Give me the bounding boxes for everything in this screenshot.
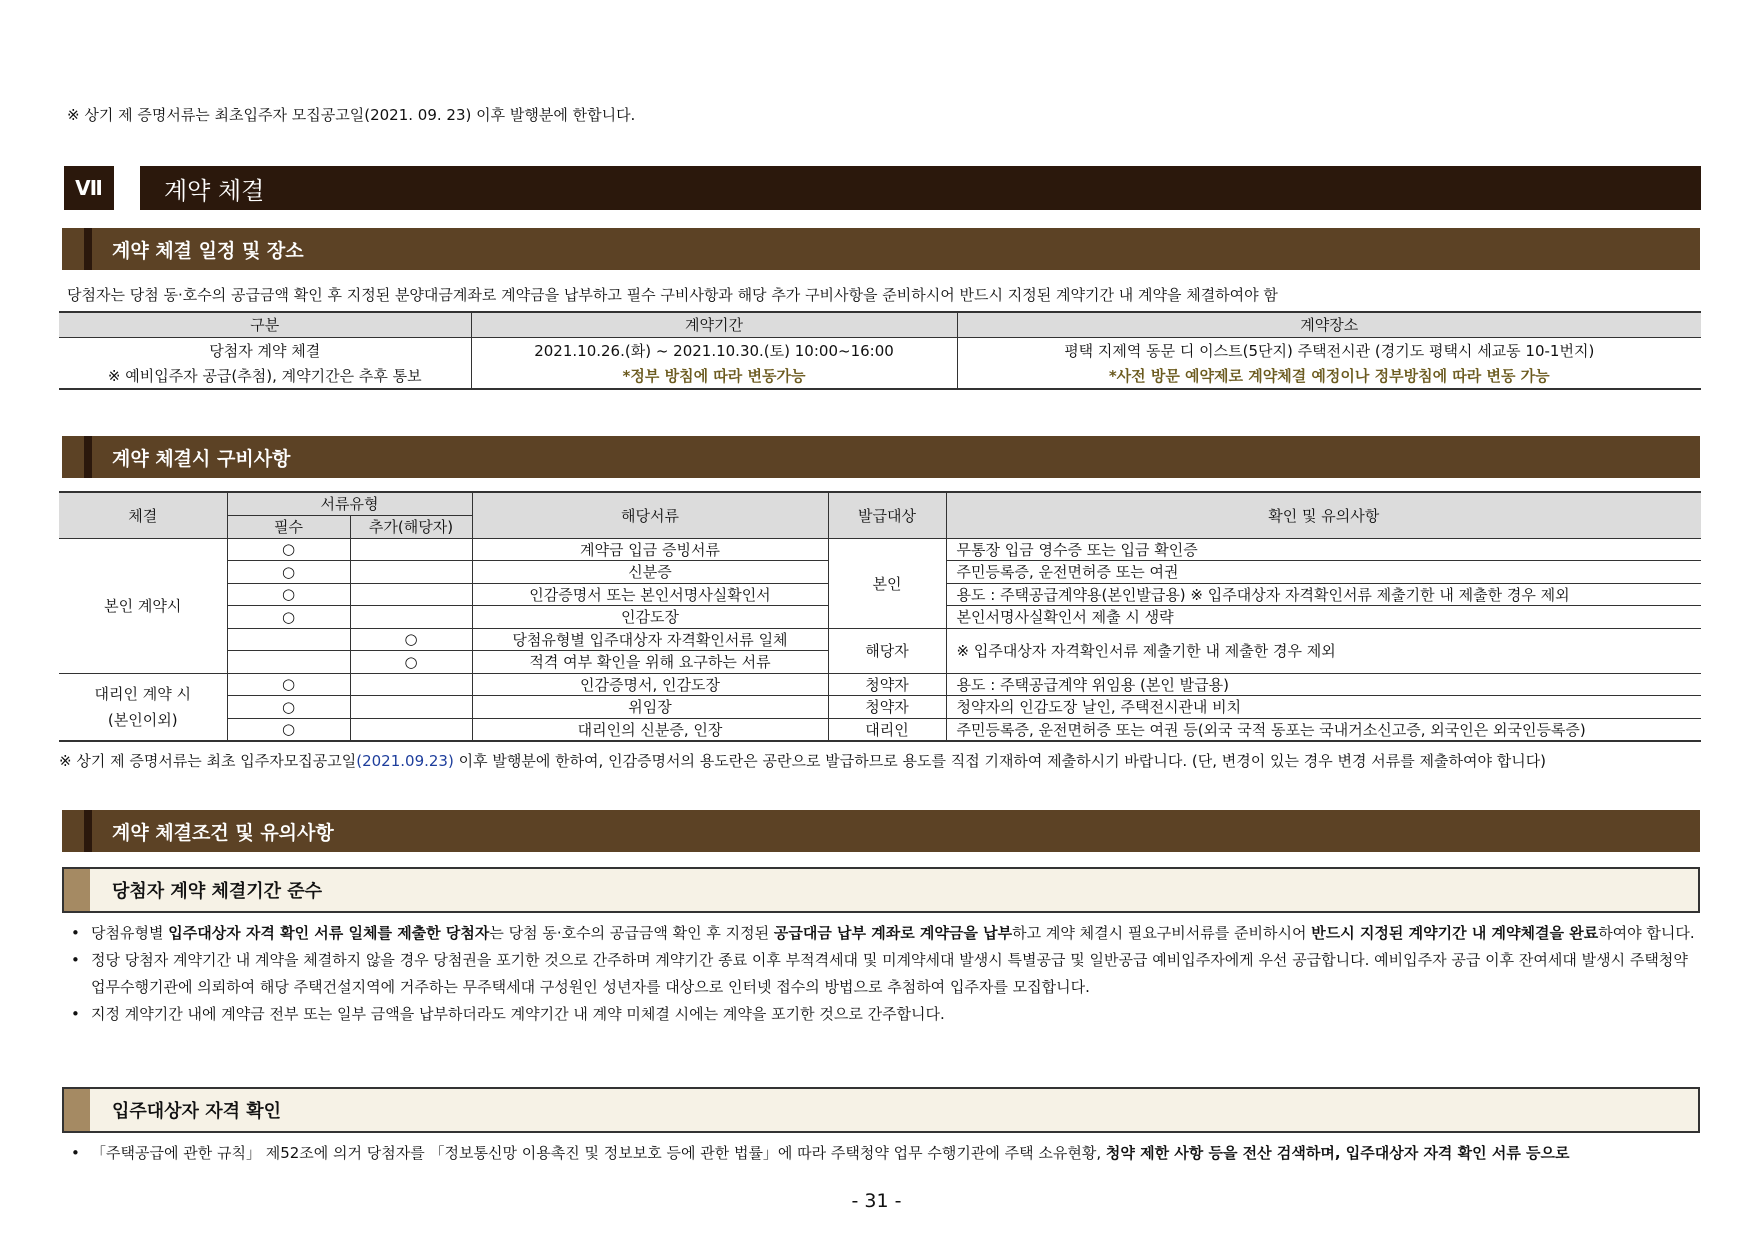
cell-document: 당첨유형별 입주대상자 자격확인서류 일체 (472, 628, 828, 651)
top-note: ※ 상기 제 증명서류는 최초입주자 모집공고일(2021. 09. 23) 이후 발행분에 한합니다. (67, 106, 636, 124)
cell-document: 인감도장 (472, 606, 828, 629)
table-header-row (59, 312, 1701, 337)
header-documents: 해당서류 (472, 492, 828, 538)
required-mark: ○ (227, 673, 350, 696)
cell-document: 인감증명서 또는 본인서명사실확인서 (472, 583, 828, 606)
required-mark (227, 651, 350, 674)
required-mark: ○ (227, 583, 350, 606)
section-title: 계약 체결시 구비사항 (112, 447, 291, 470)
cell-note: 무통장 입금 영수증 또는 입금 확인증 (946, 538, 1701, 561)
subsection-title: 당첨자 계약 체결기간 준수 (112, 881, 323, 902)
header-category: 구분 (59, 312, 471, 337)
chapter-title: 계약 체결 (164, 176, 265, 205)
cell-issued: 대리인 (828, 718, 946, 741)
section-title: 계약 체결 일정 및 장소 (112, 239, 304, 262)
cell-document: 적격 여부 확인을 위해 요구하는 서류 (472, 651, 828, 674)
text: 는 당첨 동·호수의 공급금액 확인 후 지정된 (489, 924, 774, 942)
additional-mark (350, 673, 472, 696)
required-mark: ○ (227, 696, 350, 719)
table-row (59, 337, 1701, 363)
footnote-text: ※ 상기 제 증명서류는 최초 입주자모집공고일 (59, 752, 357, 770)
additional-mark (350, 696, 472, 719)
additional-mark (350, 606, 472, 629)
requirements-footnote (59, 750, 1546, 771)
header-notes: 확인 및 유의사항 (946, 492, 1701, 538)
header-type: 체결 (59, 492, 227, 538)
header-doc-type: 서류유형 (227, 492, 472, 515)
text: 지정 계약기간 내에 계약금 전부 또는 일부 금액을 납부하더라도 계약기간 내 계약 미체결 시에는 계약을 포기한 것으로 간주합니다. (91, 1005, 945, 1023)
cell-document: 대리인의 신분증, 인장 (472, 718, 828, 741)
cell-location-note: *사전 방문 예약제로 계약체결 예정이나 정부방침에 따라 변동 가능 (957, 363, 1701, 389)
header-location: 계약장소 (957, 312, 1701, 337)
cell-note: 주민등록증, 운전면허증 또는 여권 (946, 561, 1701, 584)
table-row (59, 718, 1701, 741)
cell-document: 신분증 (472, 561, 828, 584)
list-item (67, 920, 1699, 947)
table-header-row (59, 492, 1701, 515)
list-item (67, 947, 1699, 1001)
group-proxy-sublabel: (본인이외) (107, 710, 178, 729)
cell-note: 용도 : 주택공급계약 위임용 (본인 발급용) (946, 673, 1701, 696)
section-title: 계약 체결조건 및 유의사항 (112, 821, 334, 844)
requirements-table (59, 491, 1701, 742)
cell-note: 청약자의 인감도장 날인, 주택전시관내 비치 (946, 696, 1701, 719)
cell-category-note: ※ 예비입주자 공급(추첨), 계약기간은 추후 통보 (59, 363, 471, 389)
additional-mark (350, 583, 472, 606)
section-marker (84, 810, 92, 852)
bold-text: 공급대금 납부 계좌로 계약금을 납부 (773, 924, 1013, 942)
cell-category: 당첨자 계약 체결 (59, 337, 471, 363)
additional-mark (350, 718, 472, 741)
text: 당첨유형별 (91, 924, 169, 942)
bullet: • (71, 951, 80, 969)
required-mark (227, 628, 350, 651)
section-intro: 당첨자는 당첨 동·호수의 공급금액 확인 후 지정된 분양대금계좌로 계약금을 납부하고 필수 구비사항과 해당 추가 구비사항을 준비하시어 반드시 지정된 계약기간 내 계약을 체결하여야 함 (67, 286, 1278, 304)
additional-mark (350, 561, 472, 584)
cell-note: 본인서명사실확인서 제출 시 생략 (946, 606, 1701, 629)
text: 「주택공급에 관한 규칙」 제52조에 의거 당첨자를 「정보통신망 이용촉진 및 정보보호 등에 관한 법률」에 따라 주택청약 업무 수행기관에 주택 소유현황, (91, 1144, 1106, 1162)
bold-text: 청약 제한 사항 등을 전산 검색하며, 입주대상자 자격 확인 서류 등으로 (1105, 1144, 1570, 1162)
section-header-schedule (62, 228, 1700, 270)
subsection-marker (64, 869, 90, 911)
cell-issued: 청약자 (828, 673, 946, 696)
page-number: - 31 - (851, 1190, 902, 1212)
bold-text: 반드시 지정된 계약기간 내 계약체결을 완료 (1311, 924, 1599, 942)
section-header-conditions (62, 810, 1700, 852)
header-additional: 추가(해당자) (350, 515, 472, 538)
bold-text: 입주대상자 자격 확인 서류 일체를 제출한 당첨자 (168, 924, 490, 942)
eligibility-list (67, 1140, 1699, 1167)
cell-period-note: *정부 방침에 따라 변동가능 (471, 363, 957, 389)
required-mark: ○ (227, 718, 350, 741)
section-marker (84, 228, 92, 270)
cell-issued: 본인 (828, 538, 946, 628)
table-row (59, 696, 1701, 719)
additional-mark: ○ (350, 628, 472, 651)
required-mark: ○ (227, 561, 350, 584)
table-row (59, 628, 1701, 651)
group-proxy-contract (59, 673, 227, 741)
table-row (59, 538, 1701, 561)
cell-period: 2021.10.26.(화) ~ 2021.10.30.(토) 10:00~16:00 (471, 337, 957, 363)
text: 하여야 합니다. (1598, 924, 1695, 942)
section-marker (84, 436, 92, 478)
cell-note: ※ 입주대상자 자격확인서류 제출기한 내 제출한 경우 제외 (946, 628, 1701, 673)
group-self-contract: 본인 계약시 (59, 538, 227, 673)
chapter-title-bar (140, 166, 1701, 210)
group-proxy-label: 대리인 계약 시 (94, 684, 191, 703)
cell-location: 평택 지제역 동문 디 이스트(5단지) 주택전시관 (경기도 평택시 세교동 10-1번지) (957, 337, 1701, 363)
header-issued-to: 발급대상 (828, 492, 946, 538)
additional-mark: ○ (350, 651, 472, 674)
cell-note: 주민등록증, 운전면허증 또는 여권 등(외국 국적 동포는 국내거소신고증, 외국인은 외국인등록증) (946, 718, 1701, 741)
cell-document: 계약금 입금 증빙서류 (472, 538, 828, 561)
conditions-list (67, 920, 1699, 1028)
cell-document: 인감증명서, 인감도장 (472, 673, 828, 696)
chapter-number: Ⅶ (64, 166, 114, 210)
cell-issued: 청약자 (828, 696, 946, 719)
footnote-text: 이후 발행분에 한하여, 인감증명서의 용도란은 공란으로 발급하므로 용도를 직접 기재하여 제출하시기 바랍니다. (단, 변경이 있는 경우 변경 서류를 제출하여야 합니다) (453, 752, 1547, 770)
schedule-table (59, 311, 1701, 390)
list-item (67, 1140, 1699, 1167)
required-mark: ○ (227, 538, 350, 561)
subsection-marker (64, 1089, 90, 1131)
section-header-requirements (62, 436, 1700, 478)
footnote-date: (2021.09.23) (356, 752, 454, 770)
additional-mark (350, 538, 472, 561)
subsection-header-period (62, 867, 1700, 913)
cell-issued: 해당자 (828, 628, 946, 673)
text: 정당 당첨자 계약기간 내 계약을 체결하지 않을 경우 당첨권을 포기한 것으로 간주하며 계약기간 종료 이후 부적격세대 및 미계약세대 발생시 특별공급 및 일반공급 예비입주자에게 우선 공급합니다. 예비입주자 공급 이후 잔여세대 발생시 주택청약업무수행기관에 의뢰하여 해당 주택건설지역에 거주하는 무주택세대 구성원인 성년자를 대상으로 인터넷 접수의 방법으로 추첨하여 입주자를 모집합니다. (91, 951, 1688, 996)
subsection-title: 입주대상자 자격 확인 (112, 1101, 282, 1122)
bullet: • (71, 1005, 80, 1023)
cell-note: 용도 : 주택공급계약용(본인발급용) ※ 입주대상자 자격확인서류 제출기한 내 제출한 경우 제외 (946, 583, 1701, 606)
table-row (59, 673, 1701, 696)
table-row (59, 363, 1701, 389)
bullet: • (71, 1144, 80, 1162)
header-required: 필수 (227, 515, 350, 538)
bullet: • (71, 924, 80, 942)
header-period: 계약기간 (471, 312, 957, 337)
subsection-header-eligibility (62, 1087, 1700, 1133)
list-item (67, 1001, 1699, 1028)
cell-document: 위임장 (472, 696, 828, 719)
text: 하고 계약 체결시 필요구비서류를 준비하시어 (1012, 924, 1312, 942)
required-mark: ○ (227, 606, 350, 629)
